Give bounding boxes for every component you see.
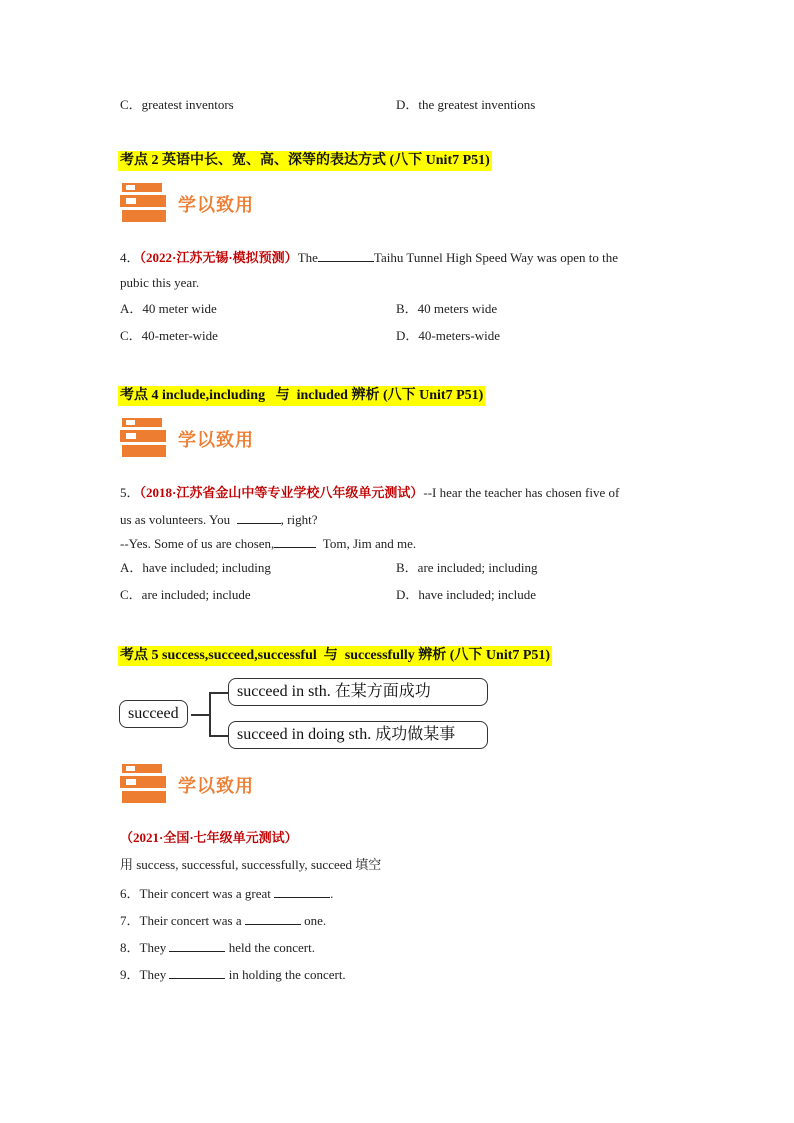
practice-banner	[120, 418, 270, 458]
section-prefix: 考点 5	[120, 648, 159, 663]
q9-text-b: in holding the concert.	[228, 967, 346, 982]
q9	[120, 966, 346, 983]
diagram-root-node: succeed	[119, 700, 188, 728]
answer-blank	[237, 511, 281, 524]
q5-stem-e: Tom, Jim and me.	[322, 536, 417, 551]
answer-blank	[169, 966, 225, 979]
q6-text-a: 6．Their concert was a great	[120, 886, 271, 901]
section-title-a: success,succeed,successful	[162, 648, 317, 663]
connector-line	[209, 692, 228, 694]
banner-label: 学以致用	[178, 430, 254, 451]
section-heading-2	[118, 151, 492, 171]
q5-option-d: D．have included; include	[396, 587, 537, 602]
q7-text-b: one.	[304, 913, 327, 928]
q5-stem-c: , right?	[280, 512, 318, 527]
connector-line	[209, 692, 211, 736]
exercise-source: （2021·全国·七年级单元测试）	[120, 830, 298, 845]
q9-text-a: 9．They	[120, 967, 167, 982]
q3-option-d: D．the greatest inventions	[396, 97, 536, 112]
q5-source: （2018·江苏省金山中等专业学校八年级单元测试）	[139, 485, 424, 500]
banner-label: 学以致用	[178, 776, 254, 797]
section-title-c: 辨析	[418, 648, 447, 663]
q5-option-c: C．are included; include	[120, 587, 251, 602]
q4-number: 4．	[120, 250, 140, 265]
section-yu: 与	[275, 388, 290, 403]
q5-stem-d: --Yes. Some of us are chosen,	[120, 536, 275, 551]
q4-option-d: D．40-meters-wide	[396, 328, 500, 343]
answer-blank	[245, 912, 301, 925]
q4-stem-line2: pubic this year.	[120, 275, 200, 290]
connector-line	[191, 714, 209, 716]
q4-option-b: B．40 meters wide	[396, 301, 498, 316]
q8-text-a: 8．They	[120, 940, 167, 955]
section-ref: (八下 Unit7 P51)	[382, 388, 484, 403]
q8-text-b: held the concert.	[228, 940, 315, 955]
answer-blank	[274, 885, 330, 898]
section-title-b: included	[296, 388, 348, 403]
q5-stem	[120, 485, 619, 501]
practice-banner	[120, 183, 270, 223]
section-title-c: 辨析	[351, 388, 380, 403]
q5-option-a: A．have included; including	[120, 560, 271, 575]
q5-option-b: B．are included; including	[396, 560, 538, 575]
q4-source: （2022·江苏无锡·模拟预测）	[139, 250, 298, 265]
q4-option-c: C．40-meter-wide	[120, 328, 218, 343]
q4-stem-b: Taihu Tunnel High Speed Way was open to the	[373, 250, 618, 265]
section-prefix: 考点 4	[120, 388, 159, 403]
diagram-branch-node-1: succeed in sth. 在某方面成功	[228, 678, 488, 706]
q4-stem-a: The	[297, 250, 318, 265]
section-prefix: 考点 2	[120, 153, 159, 168]
section-title-b: successfully	[344, 648, 415, 663]
exercise-instruction: 用 success, successful, successfully, succeed 填空	[120, 857, 382, 872]
q4-option-a: A．40 meter wide	[120, 301, 217, 316]
q5-stem-b: us as volunteers. You	[120, 512, 231, 527]
section-heading-4	[118, 386, 485, 406]
q8	[120, 939, 315, 956]
section-heading-5	[118, 646, 552, 666]
connector-line	[209, 735, 228, 737]
q3-option-c: C．greatest inventors	[120, 97, 234, 112]
q6	[120, 885, 333, 902]
q7	[120, 912, 326, 929]
q5-stem-line2	[120, 511, 317, 528]
q5-stem-a: --I hear the teacher has chosen five of	[423, 485, 620, 500]
section-title-a: include,including	[162, 388, 266, 403]
section-ref: (八下 Unit7 P51)	[389, 153, 490, 168]
q5-stem-line3	[120, 535, 416, 552]
answer-blank	[318, 249, 374, 262]
q7-text-a: 7．Their concert was a	[120, 913, 242, 928]
section-ref: (八下 Unit7 P51)	[449, 648, 551, 663]
diagram-branch-node-2: succeed in doing sth. 成功做某事	[228, 721, 488, 749]
q4-stem	[120, 249, 618, 266]
practice-banner	[120, 764, 270, 804]
q5-number: 5．	[120, 485, 140, 500]
q6-text-b: .	[330, 886, 334, 901]
answer-blank	[274, 535, 316, 548]
answer-blank	[169, 939, 225, 952]
section-yu: 与	[323, 648, 338, 663]
banner-label: 学以致用	[178, 195, 254, 216]
section-title: 英语中长、宽、高、深等的表达方式	[162, 153, 386, 168]
